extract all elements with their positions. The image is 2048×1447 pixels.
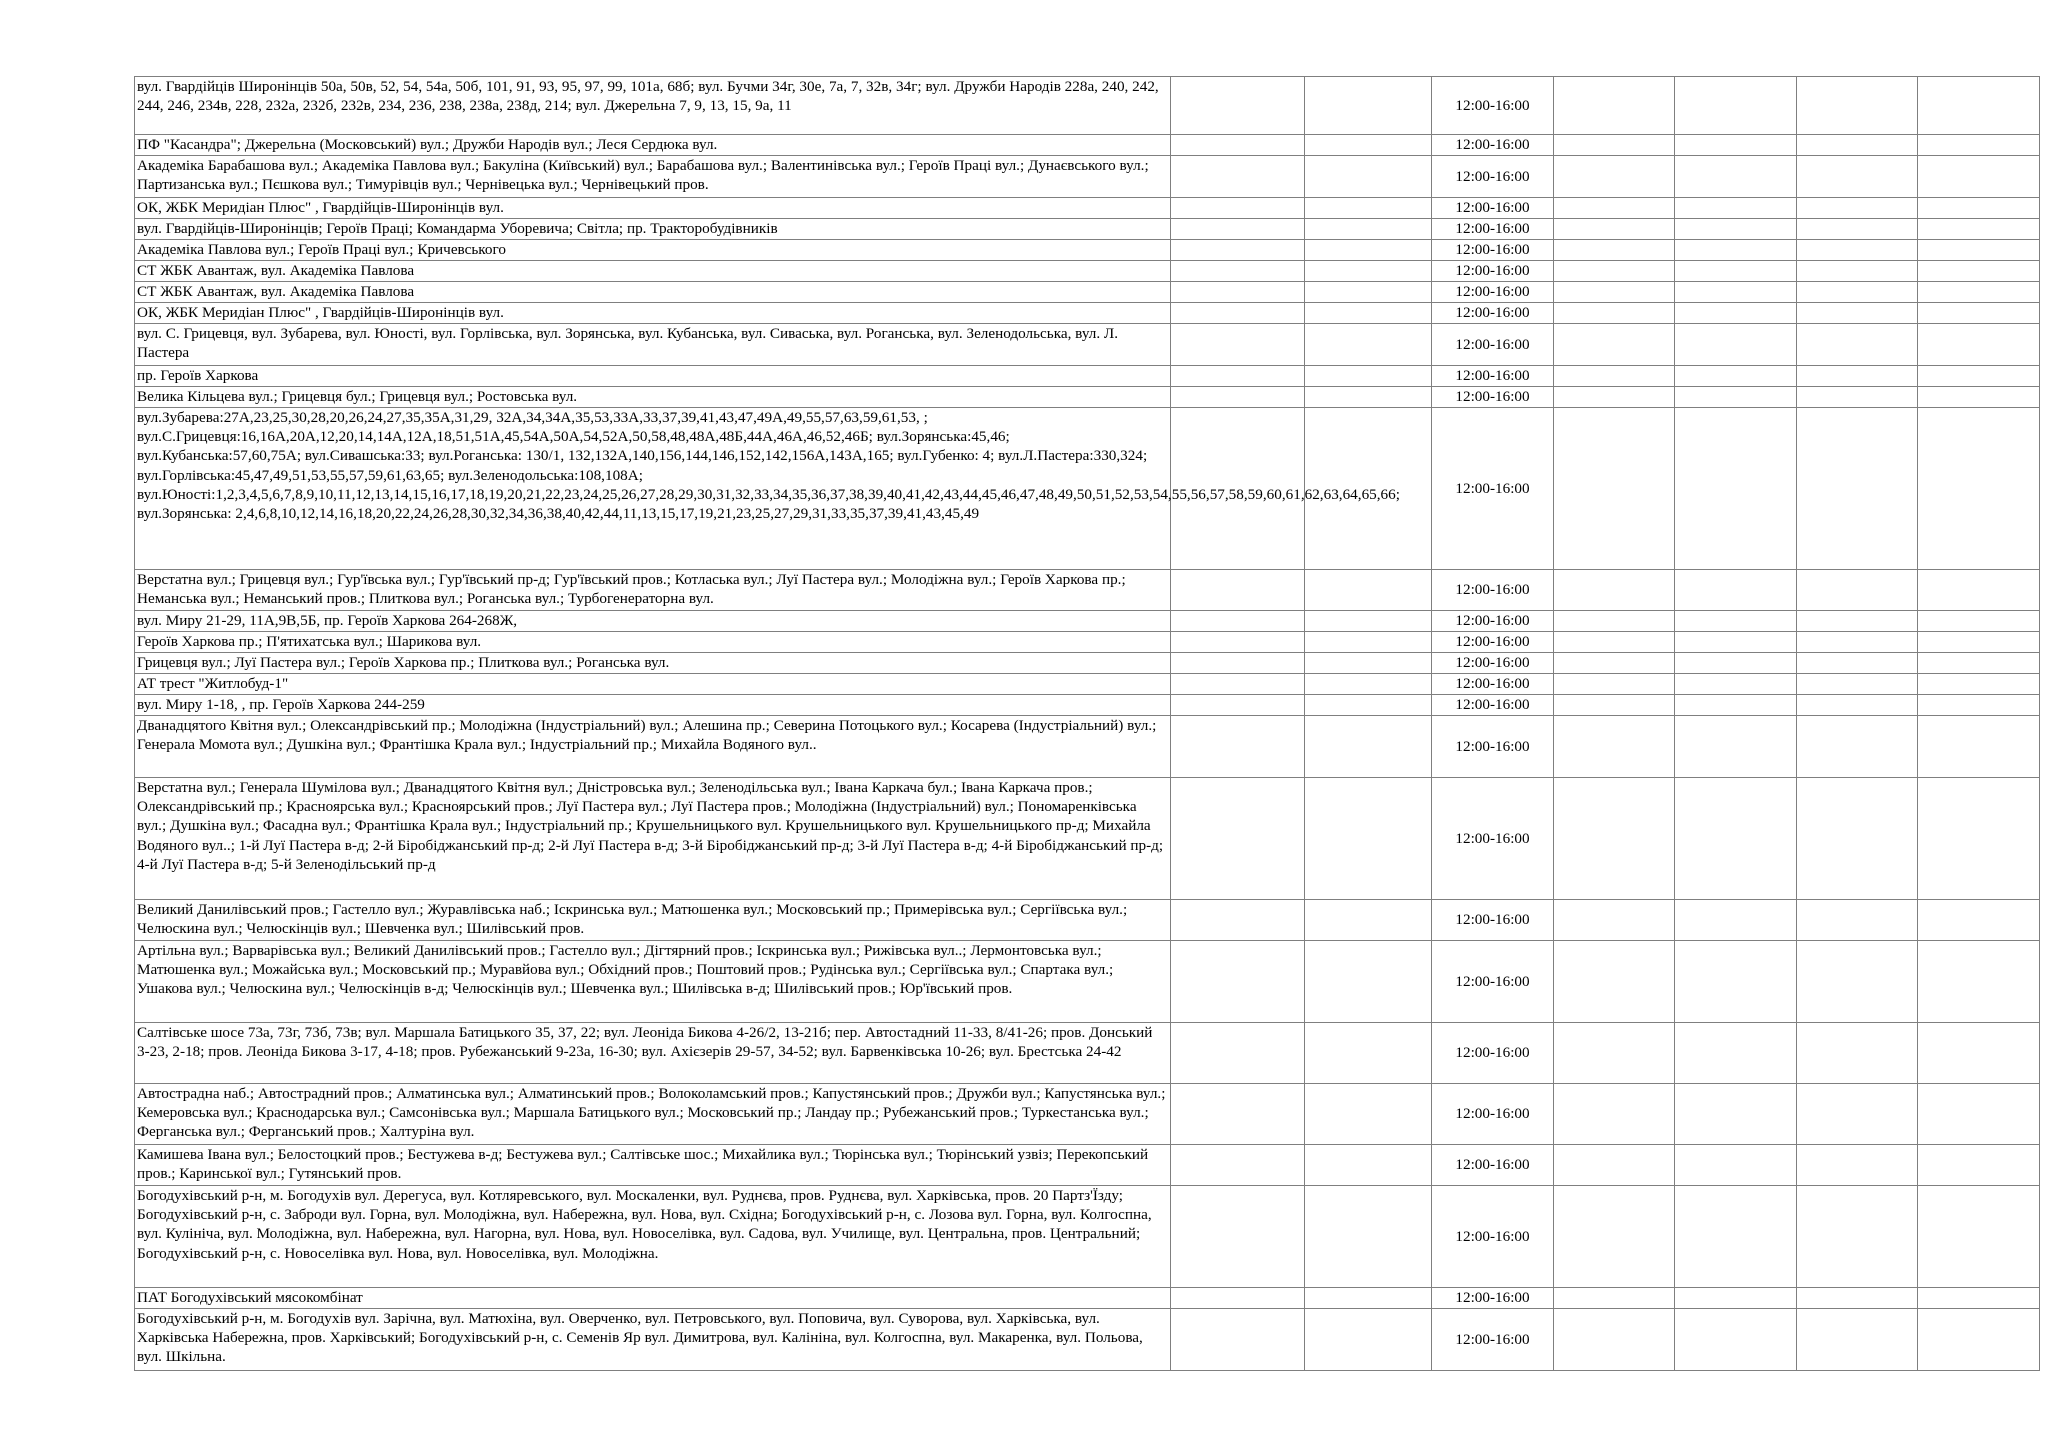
empty-cell bbox=[1305, 570, 1432, 611]
empty-cell bbox=[1675, 941, 1797, 1023]
empty-cell bbox=[1554, 303, 1675, 324]
table-row bbox=[135, 695, 2040, 716]
empty-cell bbox=[1171, 1145, 1305, 1186]
time-cell: 12:00-16:00 bbox=[1432, 900, 1554, 941]
address-cell: Академіка Барабашова вул.; Академіка Павлова вул.; Бакуліна (Київський) вул.; Барабашова вул.; Валентинівська вул.; Героїв Праці вул.; Дунаєвського вул.; Партизанська вул.; Пєшкова вул.; Тимурівців вул.; Чернівецька вул.; Чернівецький пров. bbox=[135, 156, 1171, 198]
empty-cell bbox=[1171, 653, 1305, 674]
empty-cell bbox=[1797, 303, 1918, 324]
empty-cell bbox=[1171, 611, 1305, 632]
time-cell: 12:00-16:00 bbox=[1432, 1023, 1554, 1084]
empty-cell bbox=[1305, 695, 1432, 716]
address-cell: вул. Миру 1-18, , пр. Героїв Харкова 244-259 bbox=[135, 695, 1171, 716]
empty-cell bbox=[1171, 716, 1305, 778]
empty-cell bbox=[1797, 570, 1918, 611]
empty-cell bbox=[1305, 1084, 1432, 1145]
empty-cell bbox=[1554, 695, 1675, 716]
table-row bbox=[135, 1309, 2040, 1371]
empty-cell bbox=[1171, 1288, 1305, 1309]
time-cell: 12:00-16:00 bbox=[1432, 408, 1554, 570]
empty-cell bbox=[1918, 77, 2040, 135]
empty-cell bbox=[1918, 156, 2040, 198]
time-cell: 12:00-16:00 bbox=[1432, 674, 1554, 695]
table-row bbox=[135, 611, 2040, 632]
empty-cell bbox=[1797, 611, 1918, 632]
empty-cell bbox=[1171, 1084, 1305, 1145]
empty-cell bbox=[1171, 135, 1305, 156]
empty-cell bbox=[1675, 198, 1797, 219]
empty-cell bbox=[1554, 611, 1675, 632]
empty-cell bbox=[1918, 240, 2040, 261]
empty-cell bbox=[1554, 1186, 1675, 1288]
empty-cell bbox=[1797, 77, 1918, 135]
empty-cell bbox=[1554, 778, 1675, 900]
empty-cell bbox=[1797, 1288, 1918, 1309]
empty-cell bbox=[1797, 716, 1918, 778]
empty-cell bbox=[1918, 941, 2040, 1023]
empty-cell bbox=[1675, 282, 1797, 303]
time-cell: 12:00-16:00 bbox=[1432, 716, 1554, 778]
table-row bbox=[135, 135, 2040, 156]
address-cell: пр. Героїв Харкова bbox=[135, 366, 1171, 387]
table-row bbox=[135, 387, 2040, 408]
empty-cell bbox=[1918, 1309, 2040, 1371]
empty-cell bbox=[1797, 408, 1918, 570]
table-row bbox=[135, 1186, 2040, 1288]
empty-cell bbox=[1171, 198, 1305, 219]
empty-cell bbox=[1918, 611, 2040, 632]
time-cell: 12:00-16:00 bbox=[1432, 1288, 1554, 1309]
empty-cell bbox=[1675, 324, 1797, 366]
empty-cell bbox=[1918, 695, 2040, 716]
empty-cell bbox=[1171, 695, 1305, 716]
empty-cell bbox=[1554, 324, 1675, 366]
empty-cell bbox=[1675, 1186, 1797, 1288]
empty-cell bbox=[1554, 674, 1675, 695]
empty-cell bbox=[1797, 387, 1918, 408]
empty-cell bbox=[1554, 135, 1675, 156]
empty-cell bbox=[1554, 632, 1675, 653]
address-cell: вул. Гвардійців Широнінців 50а, 50в, 52, 54, 54а, 50б, 101, 91, 93, 95, 97, 99, 101а, 68б; вул. Бучми 34г, 30е, 7а, 7, 32в, 34г; вул. Дружби Народів 228а, 240, 242, 244, 246, 234в, 228, 232а, 232б, 232в, 234, 236, 238, 238а, 238д, 214; вул. Джерельна 7, 9, 13, 15, 9а, 11 bbox=[135, 77, 1171, 135]
empty-cell bbox=[1305, 1186, 1432, 1288]
time-cell: 12:00-16:00 bbox=[1432, 77, 1554, 135]
time-cell: 12:00-16:00 bbox=[1432, 303, 1554, 324]
empty-cell bbox=[1675, 716, 1797, 778]
empty-cell bbox=[1305, 219, 1432, 240]
empty-cell bbox=[1918, 1288, 2040, 1309]
empty-cell bbox=[1305, 387, 1432, 408]
table-row bbox=[135, 1145, 2040, 1186]
address-cell: АТ трест "Житлобуд-1" bbox=[135, 674, 1171, 695]
address-cell: ОК, ЖБК Меридіан Плюс" , Гвардійців-Широнінців вул. bbox=[135, 198, 1171, 219]
empty-cell bbox=[1171, 632, 1305, 653]
empty-cell bbox=[1305, 135, 1432, 156]
table-row bbox=[135, 240, 2040, 261]
table-row bbox=[135, 941, 2040, 1023]
empty-cell bbox=[1305, 198, 1432, 219]
empty-cell bbox=[1305, 716, 1432, 778]
empty-cell bbox=[1918, 778, 2040, 900]
empty-cell bbox=[1675, 1023, 1797, 1084]
address-cell: СТ ЖБК Авантаж, вул. Академіка Павлова bbox=[135, 282, 1171, 303]
time-cell: 12:00-16:00 bbox=[1432, 1145, 1554, 1186]
address-cell: Великий Данилівський пров.; Гастелло вул.; Журавлівська наб.; Іскринська вул.; Матюшенка вул.; Московський пр.; Примерівська вул.; Сергіївська вул.; Челюскина вул.; Челюскінців вул.; Шевченка вул.; Шилівський пров. bbox=[135, 900, 1171, 941]
empty-cell bbox=[1675, 77, 1797, 135]
time-cell: 12:00-16:00 bbox=[1432, 778, 1554, 900]
empty-cell bbox=[1554, 941, 1675, 1023]
empty-cell bbox=[1675, 219, 1797, 240]
empty-cell bbox=[1305, 1145, 1432, 1186]
empty-cell bbox=[1554, 1309, 1675, 1371]
empty-cell bbox=[1554, 282, 1675, 303]
address-cell: Верстатна вул.; Генерала Шумілова вул.; Дванадцятого Квітня вул.; Дністровська вул.; Зеленодільська вул.; Івана Каркача бул.; Івана Каркача пров.; Олександрівський пр.; Красноярська вул.; Красноярський пров.; Луї Пастера вул.; Луї Пастера пров.; Молодіжна (Індустріальний) вул.; Пономаренківська вул.; Душкіна вул.; Фасадна вул.; Франтішка Крала вул.; Індустріальний пр.; Крушельницького вул. Крушельницького вул. Крушельницького пр-д; Михайла Водяного вул..; 1-й Луї Пастера в-д; 2-й Біробіджанський пр-д; 2-й Луї Пастера в-д; 3-й Біробіджанський пр-д; 3-й Луї Пастера в-д; 4-й Біробіджанський пр-д; 4-й Луї Пастера в-д; 5-й Зеленодільський пр-д bbox=[135, 778, 1171, 900]
empty-cell bbox=[1171, 570, 1305, 611]
table-row bbox=[135, 1288, 2040, 1309]
empty-cell bbox=[1797, 900, 1918, 941]
time-cell: 12:00-16:00 bbox=[1432, 1309, 1554, 1371]
empty-cell bbox=[1797, 1084, 1918, 1145]
empty-cell bbox=[1305, 156, 1432, 198]
empty-cell bbox=[1675, 570, 1797, 611]
empty-cell bbox=[1675, 611, 1797, 632]
empty-cell bbox=[1554, 240, 1675, 261]
empty-cell bbox=[1675, 156, 1797, 198]
address-cell: Салтівське шосе 73а, 73г, 73б, 73в; вул. Маршала Батицького 35, 37, 22; вул. Леоніда Бикова 4-26/2, 13-21б; пер. Автостадний 11-33, 8/41-26; пров. Донський 3-23, 2-18; пров. Леоніда Бикова 3-17, 4-18; пров. Рубежанський 9-23а, 16-30; вул. Ахієзерів 29-57, 34-52; вул. Барвенківська 10-26; вул. Брестська 24-42 bbox=[135, 1023, 1171, 1084]
empty-cell bbox=[1675, 1288, 1797, 1309]
address-cell: Академіка Павлова вул.; Героїв Праці вул.; Кричевського bbox=[135, 240, 1171, 261]
empty-cell bbox=[1554, 261, 1675, 282]
empty-cell bbox=[1305, 77, 1432, 135]
empty-cell bbox=[1918, 716, 2040, 778]
empty-cell bbox=[1797, 695, 1918, 716]
empty-cell bbox=[1171, 303, 1305, 324]
address-cell: вул. Миру 21-29, 11А,9В,5Б, пр. Героїв Харкова 264-268Ж, bbox=[135, 611, 1171, 632]
empty-cell bbox=[1171, 900, 1305, 941]
empty-cell bbox=[1797, 135, 1918, 156]
empty-cell bbox=[1918, 1023, 2040, 1084]
table-row bbox=[135, 261, 2040, 282]
empty-cell bbox=[1918, 1186, 2040, 1288]
empty-cell bbox=[1171, 282, 1305, 303]
address-cell: ПФ "Касандра"; Джерельна (Московський) вул.; Дружби Народів вул.; Леся Сердюка вул. bbox=[135, 135, 1171, 156]
empty-cell bbox=[1305, 941, 1432, 1023]
empty-cell bbox=[1918, 219, 2040, 240]
time-cell: 12:00-16:00 bbox=[1432, 282, 1554, 303]
address-cell: Героїв Харкова пр.; П'ятихатська вул.; Шарикова вул. bbox=[135, 632, 1171, 653]
table-row bbox=[135, 632, 2040, 653]
empty-cell bbox=[1675, 900, 1797, 941]
empty-cell bbox=[1797, 674, 1918, 695]
empty-cell bbox=[1675, 1309, 1797, 1371]
empty-cell bbox=[1675, 135, 1797, 156]
empty-cell bbox=[1675, 408, 1797, 570]
table-row bbox=[135, 778, 2040, 900]
table-row bbox=[135, 570, 2040, 611]
empty-cell bbox=[1918, 674, 2040, 695]
empty-cell bbox=[1797, 366, 1918, 387]
empty-cell bbox=[1797, 156, 1918, 198]
empty-cell bbox=[1171, 219, 1305, 240]
empty-cell bbox=[1171, 366, 1305, 387]
empty-cell bbox=[1305, 282, 1432, 303]
address-cell: Грицевця вул.; Луї Пастера вул.; Героїв Харкова пр.; Плиткова вул.; Роганська вул. bbox=[135, 653, 1171, 674]
table-row bbox=[135, 198, 2040, 219]
address-cell: Камишева Івана вул.; Белостоцкий пров.; Бестужева в-д; Бестужева вул.; Салтівське шос.; Михайлика вул.; Тюрінська вул.; Тюрінський узвіз; Перекопський пров.; Каринської вул.; Гутянський пров. bbox=[135, 1145, 1171, 1186]
empty-cell bbox=[1554, 408, 1675, 570]
empty-cell bbox=[1305, 778, 1432, 900]
empty-cell bbox=[1918, 282, 2040, 303]
empty-cell bbox=[1554, 900, 1675, 941]
schedule-table bbox=[134, 76, 2040, 1371]
empty-cell bbox=[1305, 632, 1432, 653]
empty-cell bbox=[1171, 324, 1305, 366]
empty-cell bbox=[1305, 303, 1432, 324]
time-cell: 12:00-16:00 bbox=[1432, 653, 1554, 674]
empty-cell bbox=[1797, 1309, 1918, 1371]
time-cell: 12:00-16:00 bbox=[1432, 1186, 1554, 1288]
empty-cell bbox=[1171, 1309, 1305, 1371]
empty-cell bbox=[1554, 570, 1675, 611]
empty-cell bbox=[1675, 1084, 1797, 1145]
address-cell: СТ ЖБК Авантаж, вул. Академіка Павлова bbox=[135, 261, 1171, 282]
table-row bbox=[135, 1023, 2040, 1084]
time-cell: 12:00-16:00 bbox=[1432, 198, 1554, 219]
address-cell: Верстатна вул.; Грицевця вул.; Гур'ївська вул.; Гур'ївський пр-д; Гур'ївський пров.; Котласька вул.; Луї Пастера вул.; Молодіжна вул.; Героїв Харкова пр.; Неманська вул.; Неманський пров.; Плиткова вул.; Роганська вул.; Турбогенераторна вул. bbox=[135, 570, 1171, 611]
empty-cell bbox=[1675, 303, 1797, 324]
table-row bbox=[135, 324, 2040, 366]
time-cell: 12:00-16:00 bbox=[1432, 135, 1554, 156]
empty-cell bbox=[1797, 1186, 1918, 1288]
empty-cell bbox=[1918, 1145, 2040, 1186]
empty-cell bbox=[1675, 261, 1797, 282]
empty-cell bbox=[1305, 1023, 1432, 1084]
empty-cell bbox=[1797, 941, 1918, 1023]
empty-cell bbox=[1918, 570, 2040, 611]
empty-cell bbox=[1554, 156, 1675, 198]
empty-cell bbox=[1918, 324, 2040, 366]
empty-cell bbox=[1171, 77, 1305, 135]
empty-cell bbox=[1171, 387, 1305, 408]
empty-cell bbox=[1918, 387, 2040, 408]
empty-cell bbox=[1554, 77, 1675, 135]
empty-cell bbox=[1554, 653, 1675, 674]
table-row bbox=[135, 716, 2040, 778]
empty-cell bbox=[1797, 324, 1918, 366]
address-cell: Велика Кільцева вул.; Грицевця бул.; Грицевця вул.; Ростовська вул. bbox=[135, 387, 1171, 408]
empty-cell bbox=[1797, 261, 1918, 282]
empty-cell bbox=[1554, 1084, 1675, 1145]
empty-cell bbox=[1305, 900, 1432, 941]
empty-cell bbox=[1797, 632, 1918, 653]
empty-cell bbox=[1171, 261, 1305, 282]
table-row bbox=[135, 1084, 2040, 1145]
empty-cell bbox=[1171, 941, 1305, 1023]
time-cell: 12:00-16:00 bbox=[1432, 695, 1554, 716]
address-cell: ОК, ЖБК Меридіан Плюс" , Гвардійців-Широнінців вул. bbox=[135, 303, 1171, 324]
empty-cell bbox=[1554, 716, 1675, 778]
time-cell: 12:00-16:00 bbox=[1432, 570, 1554, 611]
empty-cell bbox=[1675, 1145, 1797, 1186]
empty-cell bbox=[1797, 240, 1918, 261]
empty-cell bbox=[1305, 611, 1432, 632]
empty-cell bbox=[1554, 387, 1675, 408]
empty-cell bbox=[1554, 1145, 1675, 1186]
address-cell: вул. Гвардійців-Широнінців; Героїв Праці; Командарма Уборевича; Світла; пр. Тракторобудівників bbox=[135, 219, 1171, 240]
time-cell: 12:00-16:00 bbox=[1432, 156, 1554, 198]
empty-cell bbox=[1675, 632, 1797, 653]
empty-cell bbox=[1918, 261, 2040, 282]
empty-cell bbox=[1918, 135, 2040, 156]
table-row bbox=[135, 366, 2040, 387]
empty-cell bbox=[1918, 198, 2040, 219]
table-row bbox=[135, 674, 2040, 695]
address-cell: Богодухівський р-н, м. Богодухів вул. Зарічна, вул. Матюхіна, вул. Оверченко, вул. Петровського, вул. Поповича, вул. Суворова, вул. Харківська, вул. Харківська Набережна, пров. Харківський; Богодухівський р-н, с. Семенів Яр вул. Димитрова, вул. Калініна, вул. Колгоспна, вул. Макаренка, вул. Польова, вул. Шкільна. bbox=[135, 1309, 1171, 1371]
empty-cell bbox=[1171, 1186, 1305, 1288]
time-cell: 12:00-16:00 bbox=[1432, 219, 1554, 240]
time-cell: 12:00-16:00 bbox=[1432, 1084, 1554, 1145]
empty-cell bbox=[1918, 1084, 2040, 1145]
table-row bbox=[135, 77, 2040, 135]
empty-cell bbox=[1918, 653, 2040, 674]
address-cell: Дванадцятого Квітня вул.; Олександрівський пр.; Молодіжна (Індустріальний) вул.; Алешина пр.; Северина Потоцького вул.; Косарева (Індустріальний) вул.; Генерала Момота вул.; Душкіна вул.; Франтішка Крала вул.; Індустріальний пр.; Михайла Водяного вул.. bbox=[135, 716, 1171, 778]
empty-cell bbox=[1305, 653, 1432, 674]
empty-cell bbox=[1675, 778, 1797, 900]
empty-cell bbox=[1675, 366, 1797, 387]
time-cell: 12:00-16:00 bbox=[1432, 632, 1554, 653]
time-cell: 12:00-16:00 bbox=[1432, 941, 1554, 1023]
empty-cell bbox=[1797, 653, 1918, 674]
empty-cell bbox=[1918, 632, 2040, 653]
empty-cell bbox=[1918, 366, 2040, 387]
empty-cell bbox=[1554, 1023, 1675, 1084]
empty-cell bbox=[1305, 366, 1432, 387]
empty-cell bbox=[1171, 240, 1305, 261]
table-row bbox=[135, 408, 2040, 570]
table-row bbox=[135, 156, 2040, 198]
address-cell: вул.Зубарева:27А,23,25,30,28,20,26,24,27,35,35А,31,29, 32А,34,34А,35,53,33А,33,37,39,41,43,47,49А,49,55,57,63,59,61,53, ; вул.С.Грицевця:16,16А,20А,12,20,14,14А,12А,18,51,51А,45,54А,50А,54,52А,50,58,48,48А,48Б,44А,46А,46,52,46Б; вул.Зорянська:45,46; вул.Кубанська:57,60,75А; вул.Сивашська:33; вул.Роганська: 130/1, 132,132А,140,156,144,146,152,142,156А,143А,165; вул.Губенко: 4; вул.Л.Пастера:330,324; вул.Горлівська:45,47,49,51,53,55,57,59,61,63,65; вул.Зеленодольська:108,108А; вул.Юності:1,2,3,4,5,6,7,8,9,10,11,12,13,14,15,16,17,18,19,20,21,22,23,24,25,26,27,28,29,30,31,32,33,34,35,36,37,38,39,40,41,42,43,44,45,46,47,48,49,50,51,52,53,54,55,56,57,58,59,60,61,62,63,64,65,66; вул.Зорянська: 2,4,6,8,10,12,14,16,18,20,22,24,26,28,30,32,34,36,38,40,42,44,11,13,15,17,19,21,23,25,27,29,31,33,35,37,39,41,43,45,49 bbox=[135, 408, 1171, 570]
empty-cell bbox=[1675, 240, 1797, 261]
empty-cell bbox=[1554, 219, 1675, 240]
address-cell: Богодухівський р-н, м. Богодухів вул. Дерегуса, вул. Котляревського, вул. Москаленки, вул. Руднєва, пров. Руднєва, вул. Харківська, пров. 20 Партз'Їзду; Богодухівський р-н, с. Заброди вул. Горна, вул. Молодіжна, вул. Набережна, вул. Нова, вул. Східна; Богодухівський р-н, с. Лозова вул. Горна, вул. Колгоспна, вул. Кулініча, вул. Молодіжна, вул. Набережна, вул. Нагорна, вул. Нова, вул. Новоселівка, вул. Садова, вул. Училище, вул. Центральна, пров. Центральний; Богодухівський р-н, с. Новоселівка вул. Нова, вул. Новоселівка, вул. Молодіжна. bbox=[135, 1186, 1171, 1288]
time-cell: 12:00-16:00 bbox=[1432, 611, 1554, 632]
time-cell: 12:00-16:00 bbox=[1432, 261, 1554, 282]
table-row bbox=[135, 653, 2040, 674]
table-row bbox=[135, 219, 2040, 240]
empty-cell bbox=[1554, 198, 1675, 219]
address-cell: ПАТ Богодухівський мясокомбінат bbox=[135, 1288, 1171, 1309]
empty-cell bbox=[1675, 695, 1797, 716]
empty-cell bbox=[1797, 282, 1918, 303]
empty-cell bbox=[1171, 156, 1305, 198]
empty-cell bbox=[1171, 778, 1305, 900]
empty-cell bbox=[1305, 1309, 1432, 1371]
empty-cell bbox=[1171, 1023, 1305, 1084]
empty-cell bbox=[1675, 674, 1797, 695]
empty-cell bbox=[1305, 240, 1432, 261]
empty-cell bbox=[1554, 1288, 1675, 1309]
empty-cell bbox=[1305, 674, 1432, 695]
empty-cell bbox=[1797, 1023, 1918, 1084]
empty-cell bbox=[1918, 408, 2040, 570]
time-cell: 12:00-16:00 bbox=[1432, 387, 1554, 408]
empty-cell bbox=[1797, 778, 1918, 900]
empty-cell bbox=[1171, 674, 1305, 695]
empty-cell bbox=[1675, 387, 1797, 408]
empty-cell bbox=[1918, 900, 2040, 941]
time-cell: 12:00-16:00 bbox=[1432, 366, 1554, 387]
table-row bbox=[135, 303, 2040, 324]
address-cell: Артільна вул.; Варварівська вул.; Великий Данилівський пров.; Гастелло вул.; Дігтярний пров.; Іскринська вул.; Рижівська вул..; Лермонтовська вул.; Матюшенка вул.; Можайська вул.; Московський пр.; Муравйова вул.; Обхідний пров.; Поштовий пров.; Рудінська вул.; Сергіївська вул.; Спартака вул.; Ушакова вул.; Челюскина вул.; Челюскінців в-д; Челюскінців вул.; Шевченка вул.; Шилівська в-д; Шилівський пров.; Юр'ївський пров. bbox=[135, 941, 1171, 1023]
address-cell: вул. С. Грицевця, вул. Зубарева, вул. Юності, вул. Горлівська, вул. Зорянська, вул. Кубанська, вул. Сиваська, вул. Роганська, вул. Зеленодольська, вул. Л. Пастера bbox=[135, 324, 1171, 366]
table-row bbox=[135, 900, 2040, 941]
empty-cell bbox=[1305, 324, 1432, 366]
empty-cell bbox=[1675, 653, 1797, 674]
empty-cell bbox=[1797, 198, 1918, 219]
empty-cell bbox=[1918, 303, 2040, 324]
empty-cell bbox=[1554, 366, 1675, 387]
empty-cell bbox=[1305, 261, 1432, 282]
time-cell: 12:00-16:00 bbox=[1432, 324, 1554, 366]
empty-cell bbox=[1305, 1288, 1432, 1309]
empty-cell bbox=[1797, 1145, 1918, 1186]
address-cell: Автострадна наб.; Автострадний пров.; Алматинська вул.; Алматинський пров.; Волоколамський пров.; Капустянський пров.; Дружби вул.; Капустянська вул.; Кемеровська вул.; Краснодарська вул.; Самсонівська вул.; Маршала Батицького вул.; Московський пр.; Ландау пр.; Рубежанський пров.; Туркестанська вул.; Ферганська вул.; Ферганський пров.; Халтуріна вул. bbox=[135, 1084, 1171, 1145]
empty-cell bbox=[1797, 219, 1918, 240]
time-cell: 12:00-16:00 bbox=[1432, 240, 1554, 261]
table-row bbox=[135, 282, 2040, 303]
